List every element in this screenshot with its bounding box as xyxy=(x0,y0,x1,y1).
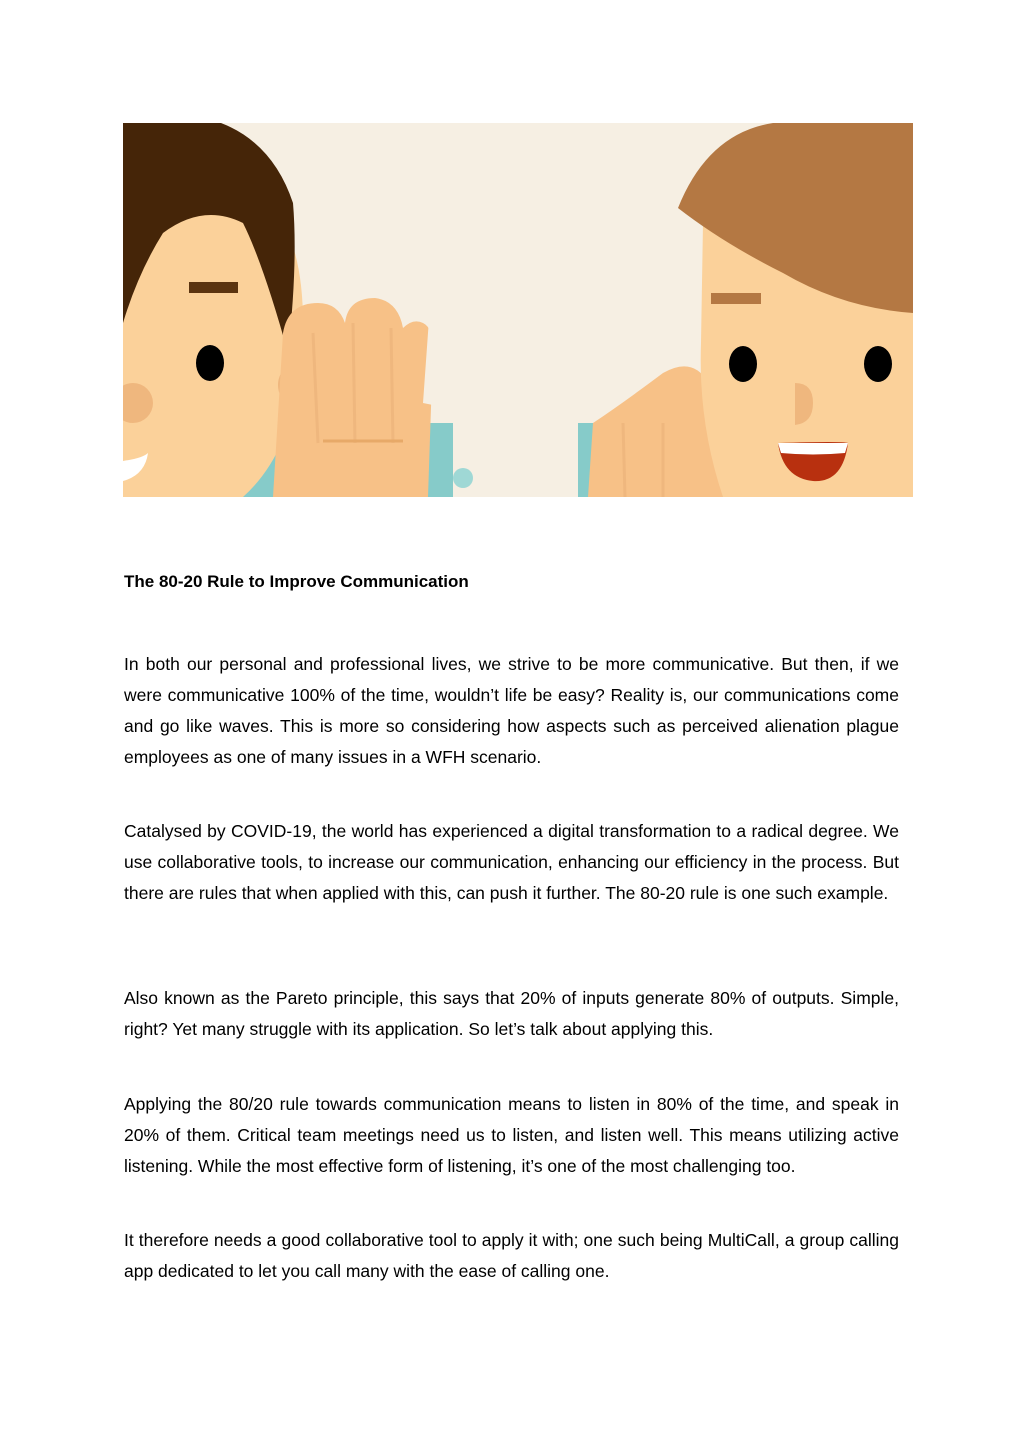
paragraph-covid: Catalysed by COVID-19, the world has experienced a digital transformation to a radical degree. We use collaborative tools, to increase our communication, enhancing our efficiency in the process. But there are rules that when applied with this, can push it further. The 80-20 rule is one such example. xyxy=(124,821,899,903)
paragraph-multicall: It therefore needs a good collaborative tool to apply it with; one such being MultiCall, a group calling app dedicated to let you call many with the ease of calling one. xyxy=(124,1230,899,1281)
two-people-talking-illustration xyxy=(123,123,913,497)
paragraph-pareto: Also known as the Pareto principle, this says that 20% of inputs generate 80% of outputs. Simple, right? Yet many struggle with its application. So let’s talk about applying this. xyxy=(124,988,899,1039)
article-title: The 80-20 Rule to Improve Communication xyxy=(124,572,469,591)
paragraph-applying: Applying the 80/20 rule towards communication means to listen in 80% of the time, and speak in 20% of them. Critical team meetings need us to listen, and listen well. This means utilizing active listening. While the most effective form of listening, it’s one of the most challenging too. xyxy=(124,1094,899,1176)
hero-illustration xyxy=(123,123,913,497)
paragraph-intro: In both our personal and professional lives, we strive to be more communicative. But then, if we were communicative 100% of the time, wouldn’t life be easy? Reality is, our communications come and go like waves. This is more so considering how aspects such as perceived alienation plague employees as one of many issues in a WFH scenario. xyxy=(124,654,899,767)
